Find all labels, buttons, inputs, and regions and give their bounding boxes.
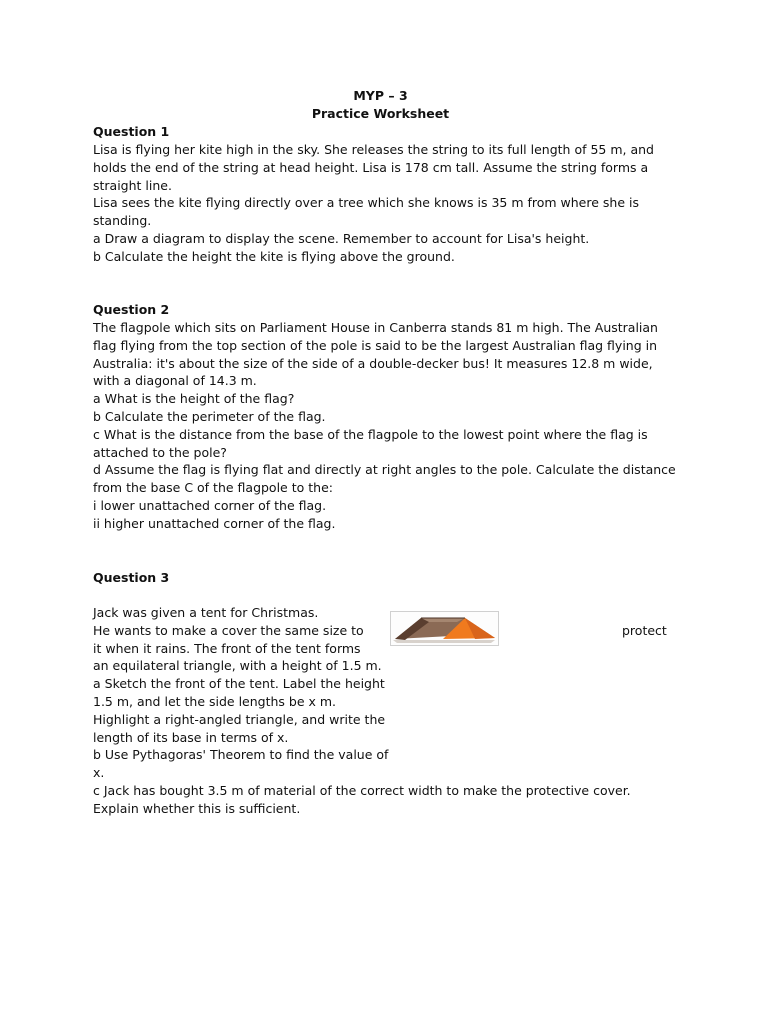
question-2-line: from the base C of the flagpole to the: (93, 480, 333, 496)
question-2-line: d Assume the flag is flying flat and directly at right angles to the pole. Calculate the distance (93, 462, 676, 478)
question-3-line: b Use Pythagoras' Theorem to find the value of (93, 747, 389, 763)
question-2-line: The flagpole which sits on Parliament House in Canberra stands 81 m high. The Australian (93, 320, 658, 335)
question-3-line: an equilateral triangle, with a height of 1.5 m. (93, 658, 382, 674)
question-2-line: c What is the distance from the base of the flagpole to the lowest point where the flag is (93, 426, 648, 442)
question-3-line: x. (93, 765, 105, 781)
question-1-line: b Calculate the height the kite is flying above the ground. (93, 248, 455, 264)
question-3-title: Question 3 (93, 570, 170, 585)
question-3-line: 1.5 m, and let the side lengths be x m. (93, 693, 337, 709)
question-1-line: standing. (93, 213, 152, 229)
question-1-line: straight line. (93, 177, 172, 193)
question-1-line: a Draw a diagram to display the scene. Remember to account for Lisa's height. (93, 230, 590, 246)
question-3-body (93, 604, 678, 818)
question-1-body (93, 141, 678, 266)
worksheet-subtitle: Practice Worksheet (311, 106, 450, 121)
tent-image (390, 611, 499, 646)
question-2-line: a What is the height of the flag? (93, 391, 295, 407)
question-2-line: ii higher unattached corner of the flag. (93, 515, 336, 531)
question-3-protect-word: protect (622, 623, 667, 638)
question-3-line: Explain whether this is sufficient. (93, 800, 301, 816)
question-2-body (93, 319, 678, 533)
question-1-line: Lisa sees the kite flying directly over a tree which she knows is 35 m from where she is (93, 195, 639, 211)
question-2-title: Question 2 (93, 302, 170, 317)
question-1-title: Question 1 (93, 124, 170, 139)
question-2-line: with a diagonal of 14.3 m. (93, 373, 257, 389)
worksheet-title: MYP – 3 (353, 88, 408, 103)
question-2-line: flag flying from the top section of the pole is said to be the largest Australian flag flying in (93, 337, 658, 353)
question-1-line: Lisa is flying her kite high in the sky. She releases the string to its full length of 55 m, and (93, 142, 654, 157)
question-1-line: holds the end of the string at head height. Lisa is 178 cm tall. Assume the string forms a (93, 159, 649, 175)
question-2-line: b Calculate the perimeter of the flag. (93, 408, 326, 424)
question-3-line: He wants to make a cover the same size to (93, 622, 364, 638)
question-3-line: c Jack has bought 3.5 m of material of the correct width to make the protective cover. (93, 782, 631, 798)
question-2-line: i lower unattached corner of the flag. (93, 497, 327, 513)
question-3-line: Jack was given a tent for Christmas. (93, 605, 319, 620)
question-3-line: Highlight a right-angled triangle, and write the (93, 711, 386, 727)
question-3-line: length of its base in terms of x. (93, 729, 289, 745)
question-3-line: it when it rains. The front of the tent forms (93, 640, 361, 656)
question-2-line: Australia: it's about the size of the side of a double-decker bus! It measures 12.8 m wide, (93, 355, 653, 371)
tent-icon (391, 612, 498, 645)
question-2-line: attached to the pole? (93, 444, 227, 460)
question-3-line: a Sketch the front of the tent. Label the height (93, 676, 385, 692)
